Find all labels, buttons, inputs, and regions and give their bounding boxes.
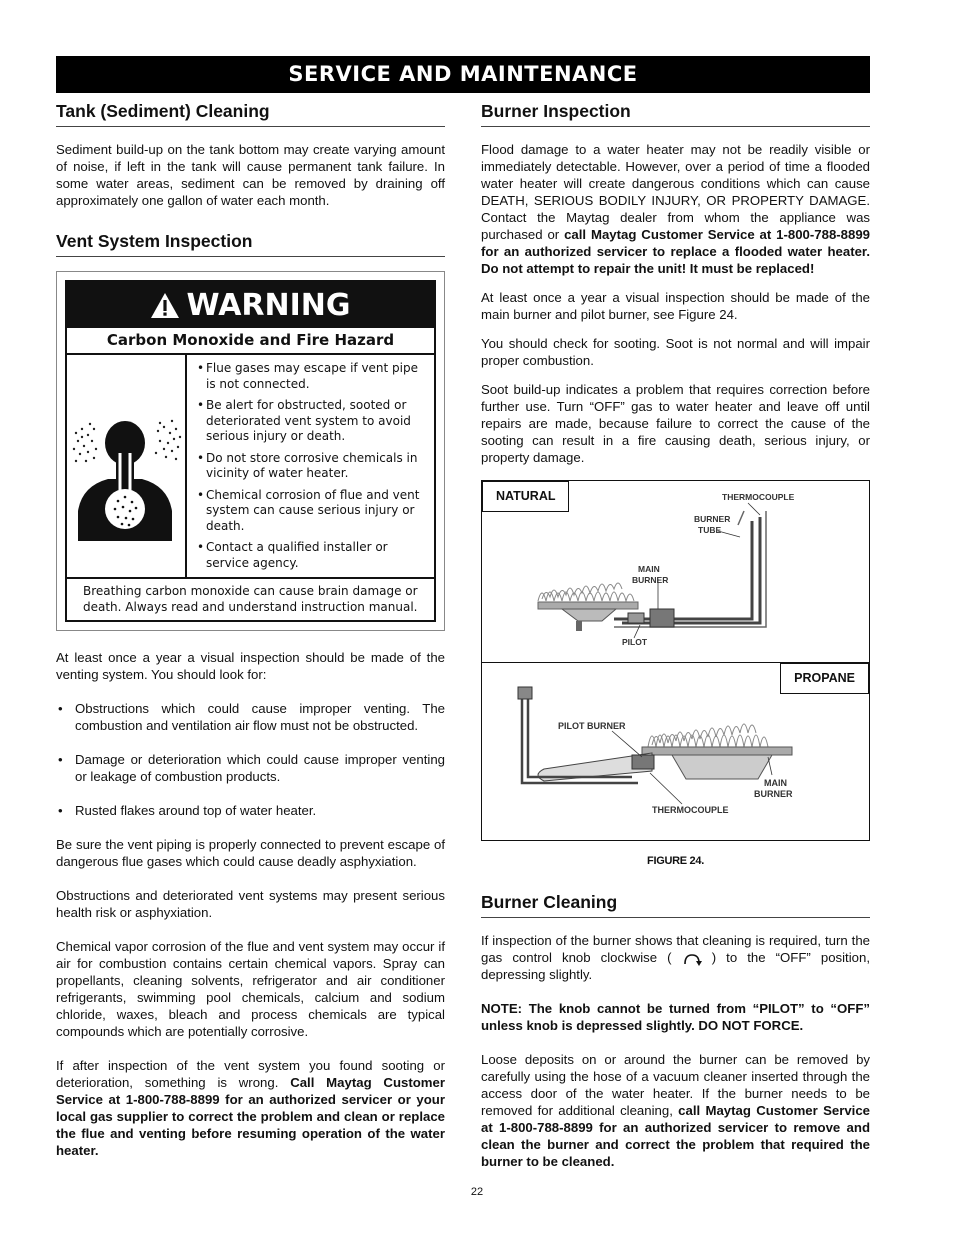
knob-note: NOTE: The knob cannot be turned from “PILOT” to “OFF” unless knob is depressed slightly. DO NOT FORCE.	[481, 1001, 870, 1033]
warning-triangle-icon	[150, 292, 180, 319]
warning-item: • Be alert for obstructed, sooted or deteriorated vent system to avoid serious injury or death.	[197, 398, 424, 445]
natural-tag: NATURAL	[482, 481, 569, 512]
burner-inspection-paragraph: At least once a year a visual inspection should be made of the main burner and pilot burner, see Figure 24.	[481, 290, 870, 322]
propane-label-thermocouple: THERMOCOUPLE	[652, 805, 729, 815]
vent-intro: At least once a year a visual inspection should be made of the venting system. You should look for:	[56, 650, 445, 682]
propane-label-pilot-burner: PILOT BURNER	[558, 721, 626, 731]
burner-inspection-paragraph: Soot build-up indicates a problem that requires correction before further use. Turn “OFF” gas to water heater and leave off until repairs are made, because failure to correct the cause of the sooting can result in a fire causing death, serious injury, or property damage.	[481, 382, 870, 465]
list-item: • Rusted flakes around top of water heater.	[56, 802, 445, 819]
burner-cleaning-paragraph	[481, 1051, 870, 1170]
vent-paragraph-text: If after inspection of the vent system you found sooting or deterioration, something is wrong.	[56, 1058, 445, 1090]
clockwise-arrow-icon	[682, 952, 702, 966]
figure-caption: FIGURE 24.	[647, 855, 704, 867]
knob-instruction-text: If inspection of the burner shows that cleaning is required, turn the gas control knob clockwise (	[481, 933, 870, 965]
tank-cleaning-body: Sediment build-up on the tank bottom may create varying amount of noise, if left in the tank will cause permanent tank failure. In some water areas, sediment can be removed by draining off approximately one gallon of water each month.	[56, 142, 445, 208]
warning-items	[187, 355, 434, 577]
list-item: • Damage or deterioration which could cause improper venting or leakage of combustion products.	[56, 751, 445, 785]
vent-paragraph	[56, 1057, 445, 1159]
warning-footer: Breathing carbon monoxide can cause brain damage or death. Always read and understand instruction manual.	[83, 584, 418, 614]
natural-burner-diagram	[482, 481, 869, 662]
co-inhalation-pictogram	[67, 355, 187, 577]
warning-item: • Flue gases may escape if vent pipe is not connected.	[197, 361, 424, 392]
propane-burner-panel	[482, 662, 869, 840]
left-column	[56, 103, 445, 1171]
natural-label-tube: TUBE	[698, 525, 722, 535]
warning-title: WARNING	[186, 287, 351, 323]
propane-label-burner: BURNER	[754, 789, 793, 799]
warning-label	[56, 271, 445, 631]
flood-service-callout: call Maytag Customer Service at 1-800-788-8899 for an authorized servicer to replace a flooded water heater. Do not attempt to repair the unit! It must be replaced!	[481, 227, 871, 276]
vent-service-callout: Call Maytag Customer Service at 1-800-788-8899 for an authorized servicer or your local gas supplier to correct the problem and clean or replace the flue and venting before resuming operation of the water heater.	[56, 1075, 445, 1158]
burner-inspection-paragraph: You should check for sooting. Soot is not normal and will impair proper combustion.	[481, 336, 870, 368]
tank-cleaning-heading: Tank (Sediment) Cleaning	[56, 103, 445, 127]
person-breathing-icon	[68, 391, 184, 541]
vent-paragraph: Chemical vapor corrosion of the flue and vent system may occur if air for combustion contains certain chemical vapors. Spray can propellants, cleaning solvents, refrigerator and air conditioner refrigerants, swimming pool chemicals, calcium and sodium chloride, waxes, bleach and process chemicals are typical compounds which are potentially corrosive.	[56, 939, 445, 1039]
list-item: • Obstructions which could cause improper venting. The combustion and ventilation air flow must not be obstructed.	[56, 700, 445, 734]
natural-label-pilot: PILOT	[622, 637, 648, 647]
natural-burner-panel	[482, 481, 869, 662]
burner-inspection-paragraph	[481, 141, 870, 277]
natural-label-main: MAIN	[638, 564, 660, 574]
vent-paragraph: Obstructions and deteriorated vent systems may present serious health risk or asphyxiation.	[56, 888, 445, 920]
warning-title-bar	[67, 282, 434, 328]
burner-cleaning-paragraph	[481, 932, 870, 983]
section-banner: SERVICE AND MAINTENANCE	[56, 56, 870, 93]
propane-burner-diagram	[482, 663, 869, 841]
propane-label-main: MAIN	[764, 778, 787, 788]
flood-warning-text: Flood damage to a water heater may not be readily visible or immediately detectable. However, over a period of time a flooded water heater will create dangerous conditions which can cause DEATH, SERIOUS BODILY INJURY, OR PROPERTY DAMAGE. Contact the Maytag dealer from whom the appliance was purchased or	[481, 142, 870, 242]
warning-item: • Chemical corrosion of flue and vent system can cause serious injury or death.	[197, 488, 424, 535]
natural-label-burner: BURNER	[694, 514, 731, 524]
cleaning-service-callout: call Maytag Customer Service at 1-800-788-8899 for an authorized servicer to remove and clean the burner and correct the problem that required the burner to be cleaned.	[481, 1103, 870, 1169]
burner-cleaning-heading: Burner Cleaning	[481, 894, 870, 918]
right-column	[481, 103, 870, 1182]
vent-inspection-heading: Vent System Inspection	[56, 233, 445, 257]
warning-item: • Contact a qualified installer or service agency.	[197, 540, 424, 571]
warning-item: • Do not store corrosive chemicals in vicinity of water heater.	[197, 451, 424, 482]
vacuum-cleaning-text: Loose deposits on or around the burner can be removed by carefully using the hose of a vacuum cleaner inserted through the access door of the water heater. If the burner needs to be removed for additional cleaning,	[481, 1052, 870, 1118]
natural-label-burner2: BURNER	[632, 575, 669, 585]
warning-subtitle: Carbon Monoxide and Fire Hazard	[67, 328, 434, 355]
vent-checklist	[56, 700, 445, 819]
vent-paragraph: Be sure the vent piping is properly connected to prevent escape of dangerous flue gases which could cause deadly asphyxiation.	[56, 837, 445, 869]
figure-24	[481, 480, 870, 841]
knob-instruction-text-end: ) to the “OFF” position, depressing slightly.	[481, 950, 870, 982]
natural-label-thermocouple: THERMOCOUPLE	[722, 492, 795, 502]
burner-inspection-heading: Burner Inspection	[481, 103, 870, 127]
page-number: 22	[470, 1186, 484, 1198]
propane-tag: PROPANE	[780, 663, 869, 694]
